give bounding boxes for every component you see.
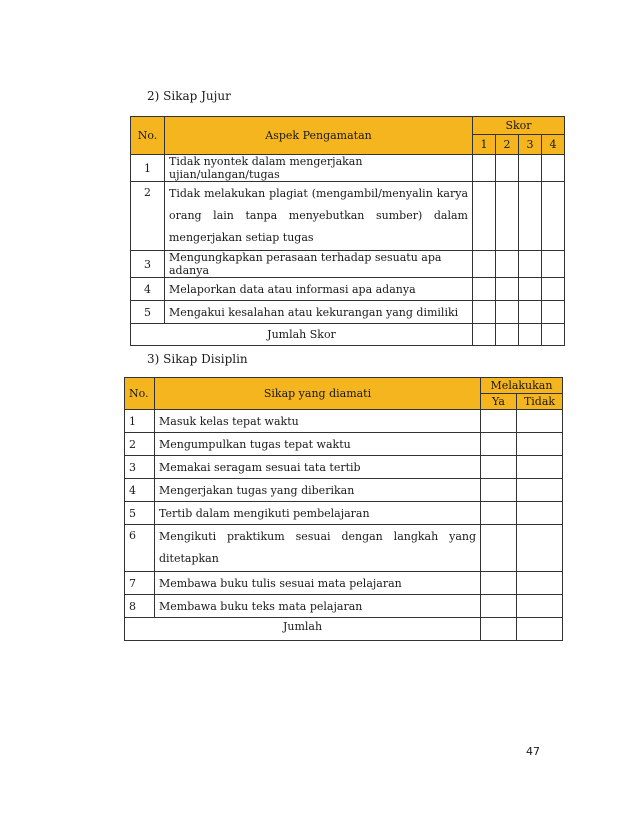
score-cell[interactable]	[519, 324, 542, 346]
yes-cell[interactable]	[481, 572, 517, 595]
row-text: Tidak nyontek dalam mengerjakan ujian/ulangan/tugas	[165, 155, 473, 182]
header-score-4: 4	[542, 135, 565, 155]
table-row	[125, 456, 563, 479]
header-done: Melakukan	[481, 378, 563, 394]
row-number: 3	[131, 251, 165, 278]
row-number: 2	[131, 182, 165, 251]
row-number: 5	[125, 502, 155, 525]
no-cell[interactable]	[517, 410, 563, 433]
yes-cell[interactable]	[481, 595, 517, 618]
row-number: 2	[125, 433, 155, 456]
no-cell[interactable]	[517, 595, 563, 618]
no-cell[interactable]	[517, 618, 563, 641]
total-row	[131, 324, 565, 346]
table-row	[125, 572, 563, 595]
score-cell[interactable]	[496, 278, 519, 301]
row-number: 8	[125, 595, 155, 618]
score-cell[interactable]	[519, 278, 542, 301]
no-cell[interactable]	[517, 502, 563, 525]
row-text: Melaporkan data atau informasi apa adanya	[165, 278, 473, 301]
row-number: 1	[131, 155, 165, 182]
header-score-2: 2	[496, 135, 519, 155]
row-text: Mengungkapkan perasaan terhadap sesuatu apa adanya	[165, 251, 473, 278]
row-number: 7	[125, 572, 155, 595]
row-number: 4	[131, 278, 165, 301]
score-cell[interactable]	[473, 278, 496, 301]
yes-cell[interactable]	[481, 502, 517, 525]
table-row	[125, 502, 563, 525]
no-cell[interactable]	[517, 433, 563, 456]
row-number: 6	[125, 525, 155, 572]
page-number: 47	[526, 745, 540, 758]
table-row	[125, 525, 563, 572]
header-no: No.	[125, 378, 155, 410]
yes-cell[interactable]	[481, 525, 517, 572]
table-row	[131, 251, 565, 278]
row-number: 5	[131, 301, 165, 324]
score-cell[interactable]	[473, 155, 496, 182]
total-label: Jumlah Skor	[131, 324, 473, 346]
score-cell[interactable]	[473, 301, 496, 324]
score-cell[interactable]	[542, 155, 565, 182]
table-row	[131, 155, 565, 182]
honesty-table	[130, 116, 565, 346]
row-text: Tertib dalam mengikuti pembelajaran	[155, 502, 481, 525]
score-cell[interactable]	[542, 301, 565, 324]
table-row	[125, 595, 563, 618]
score-cell[interactable]	[542, 182, 565, 251]
no-cell[interactable]	[517, 525, 563, 572]
score-cell[interactable]	[496, 251, 519, 278]
score-cell[interactable]	[473, 324, 496, 346]
header-score: Skor	[473, 117, 565, 135]
yes-cell[interactable]	[481, 618, 517, 641]
yes-cell[interactable]	[481, 410, 517, 433]
score-cell[interactable]	[519, 182, 542, 251]
row-number: 4	[125, 479, 155, 502]
score-cell[interactable]	[519, 251, 542, 278]
header-aspect: Aspek Pengamatan	[165, 117, 473, 155]
row-text: Mengakui kesalahan atau kekurangan yang dimiliki	[165, 301, 473, 324]
header-aspect: Sikap yang diamati	[155, 378, 481, 410]
section-2-heading: 2) Sikap Jujur	[147, 89, 231, 103]
table-row	[125, 433, 563, 456]
row-text: Masuk kelas tepat waktu	[155, 410, 481, 433]
table-row	[125, 479, 563, 502]
row-number: 3	[125, 456, 155, 479]
row-text: Membawa buku tulis sesuai mata pelajaran	[155, 572, 481, 595]
row-text: Mengerjakan tugas yang diberikan	[155, 479, 481, 502]
score-cell[interactable]	[542, 278, 565, 301]
row-text: Memakai seragam sesuai tata tertib	[155, 456, 481, 479]
discipline-table	[124, 377, 563, 641]
section-3-heading: 3) Sikap Disiplin	[147, 352, 248, 366]
score-cell[interactable]	[519, 155, 542, 182]
row-number: 1	[125, 410, 155, 433]
yes-cell[interactable]	[481, 479, 517, 502]
score-cell[interactable]	[473, 251, 496, 278]
table-row	[131, 182, 565, 251]
header-no: No.	[131, 117, 165, 155]
header-yes: Ya	[481, 394, 517, 410]
table-row	[131, 278, 565, 301]
yes-cell[interactable]	[481, 433, 517, 456]
row-text: Mengumpulkan tugas tepat waktu	[155, 433, 481, 456]
yes-cell[interactable]	[481, 456, 517, 479]
score-cell[interactable]	[542, 324, 565, 346]
header-score-3: 3	[519, 135, 542, 155]
table-row	[131, 301, 565, 324]
total-row	[125, 618, 563, 641]
total-label: Jumlah	[125, 618, 481, 641]
header-score-1: 1	[473, 135, 496, 155]
row-text: Tidak melakukan plagiat (mengambil/menyalin karya orang lain tanpa menyebutkan sumber) dalam mengerjakan setiap tugas	[165, 182, 473, 251]
header-no-option: Tidak	[517, 394, 563, 410]
score-cell[interactable]	[496, 155, 519, 182]
no-cell[interactable]	[517, 572, 563, 595]
table-row	[125, 410, 563, 433]
score-cell[interactable]	[473, 182, 496, 251]
score-cell[interactable]	[496, 324, 519, 346]
row-text: Membawa buku teks mata pelajaran	[155, 595, 481, 618]
no-cell[interactable]	[517, 479, 563, 502]
score-cell[interactable]	[542, 251, 565, 278]
score-cell[interactable]	[519, 301, 542, 324]
score-cell[interactable]	[496, 182, 519, 251]
no-cell[interactable]	[517, 456, 563, 479]
score-cell[interactable]	[496, 301, 519, 324]
row-text: Mengikuti praktikum sesuai dengan langkah yang ditetapkan	[155, 525, 481, 572]
